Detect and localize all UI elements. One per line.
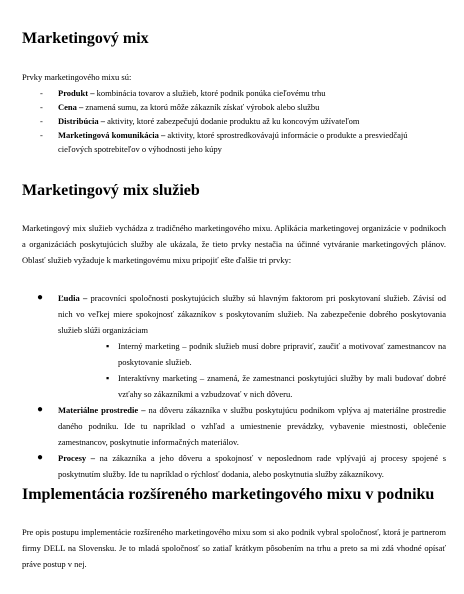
list-item-separator: – <box>76 102 86 112</box>
section-heading-marketing-mix: Marketingový mix <box>22 30 149 47</box>
list-item-term: Cena <box>58 102 77 112</box>
sub-list-item <box>22 370 446 402</box>
list-item <box>22 450 446 482</box>
sub-list-item-text: Interaktívny marketing – znamená, že zamestnanci poskytujúci služby by mali budovať dobré vzťahy so zákazníkmi a vzbudzovať v nich dôveru. <box>118 373 446 399</box>
sub-list-item-text: Interný marketing – podnik služieb musí dobre pripraviť, zaučiť a motivovať zamestnancov na poskytovanie služieb. <box>118 341 446 367</box>
list-item-term: Ľudia <box>58 293 80 303</box>
list-item <box>22 100 442 114</box>
list-item-text: znamená sumu, za ktorú môže zákazník získať výrobok alebo službu <box>85 102 320 112</box>
section2-intro: Marketingový mix služieb vychádza z tradičného marketingového mixu. Aplikácia marketingovej organizácie v podnikoch a organizáciách poskytujúcich služby ale ukázala, že tieto prvky nestačia na účinné vytváranie marketingových plánov. Oblasť služieb vyžaduje k marketingovému mixu pripojiť ešte ďalšie tri prvky: <box>22 223 446 265</box>
list-item-term: Produkt <box>58 88 89 98</box>
list-item <box>22 128 442 156</box>
marketing-mix-list <box>22 86 442 156</box>
section-heading-services-mix: Marketingový mix služieb <box>22 182 200 199</box>
list-item-term: Materiálne prostredie <box>58 405 139 415</box>
list-item-text: pracovníci spoločnosti poskytujúcich služby sú hlavným faktorom pri poskytovaní služieb. Závisí od nich vo veľkej miere spokojnosť zákazníkov s poskytovaním služieb. Na zabezpečenie dobrého poskytovania služieb slúži organizáciam <box>58 293 446 335</box>
dash-marker: - <box>40 130 43 140</box>
list-item-separator: – <box>138 405 149 415</box>
services-mix-list <box>22 290 446 482</box>
list-item-text: aktivity, ktoré zabezpečujú dodanie produktu až ku koncovým užívateľom <box>107 116 360 126</box>
sub-list-item <box>22 338 446 370</box>
square-bullet-marker: ▪ <box>106 373 110 383</box>
list-item-separator: – <box>79 293 91 303</box>
list-item-text: na dôveru zákazníka v službu poskytujúcu podnikom vplýva aj materiálne prostredie daného podniku. Ide tu napríklad o vzhľad a umiestnenie prevádzky, vybavenie miestnosti, oblečenie zamestnancov, poskytnutie informačných materiálov. <box>58 405 447 447</box>
bullet-marker: ● <box>37 452 44 463</box>
list-item-separator: – <box>88 88 97 98</box>
dash-marker: - <box>40 116 43 126</box>
section3-body: Pre opis postupu implementácie rozšíreného marketingového mixu som si ako podnik vybral spoločnosť, ktorá je partnerom firmy DELL na Slovensku. Je to mladá spoločnosť so zatiaľ krátkym pôsobením na trhu a preto sa mi zdá vhodné opísať práve postup v nej. <box>22 527 446 569</box>
list-item-term: Marketingová komunikácia <box>58 130 159 140</box>
dash-marker: - <box>40 88 43 98</box>
list-item <box>22 86 442 100</box>
list-item-text: aktivity, ktoré sprostredkovávajú informácie o produkte a presviedčajú cieľových spotrebiteľov o výhodnosti jeho kúpy <box>58 130 408 154</box>
list-item-term: Procesy <box>58 453 87 463</box>
bullet-marker: ● <box>37 404 44 415</box>
list-item-separator: – <box>98 116 108 126</box>
list-item-text: kombinácia tovarov a služieb, ktoré podnik ponúka cieľovému trhu <box>96 88 326 98</box>
section-heading-implementation: Implementácia rozšíreného marketingového mixu v podniku <box>22 486 435 503</box>
section1-intro: Prvky marketingového mixu sú: <box>22 72 132 82</box>
sub-list <box>22 338 446 402</box>
list-item <box>22 114 442 128</box>
list-item <box>22 290 446 338</box>
list-item-separator: – <box>158 130 168 140</box>
list-item <box>22 402 446 450</box>
list-item-separator: – <box>86 453 100 463</box>
list-item-text: na zákazníka a jeho dôveru a spokojnosť v neposlednom rade vplývajú aj procesy spojené s poskytnutím služby. Ide tu napríklad o rýchlosť dodania, alebo poskytnutia služby zákazníkovy. <box>58 453 447 479</box>
list-item-term: Distribúcia <box>58 116 99 126</box>
dash-marker: - <box>40 102 43 112</box>
bullet-marker: ● <box>37 292 44 303</box>
square-bullet-marker: ▪ <box>106 341 110 351</box>
